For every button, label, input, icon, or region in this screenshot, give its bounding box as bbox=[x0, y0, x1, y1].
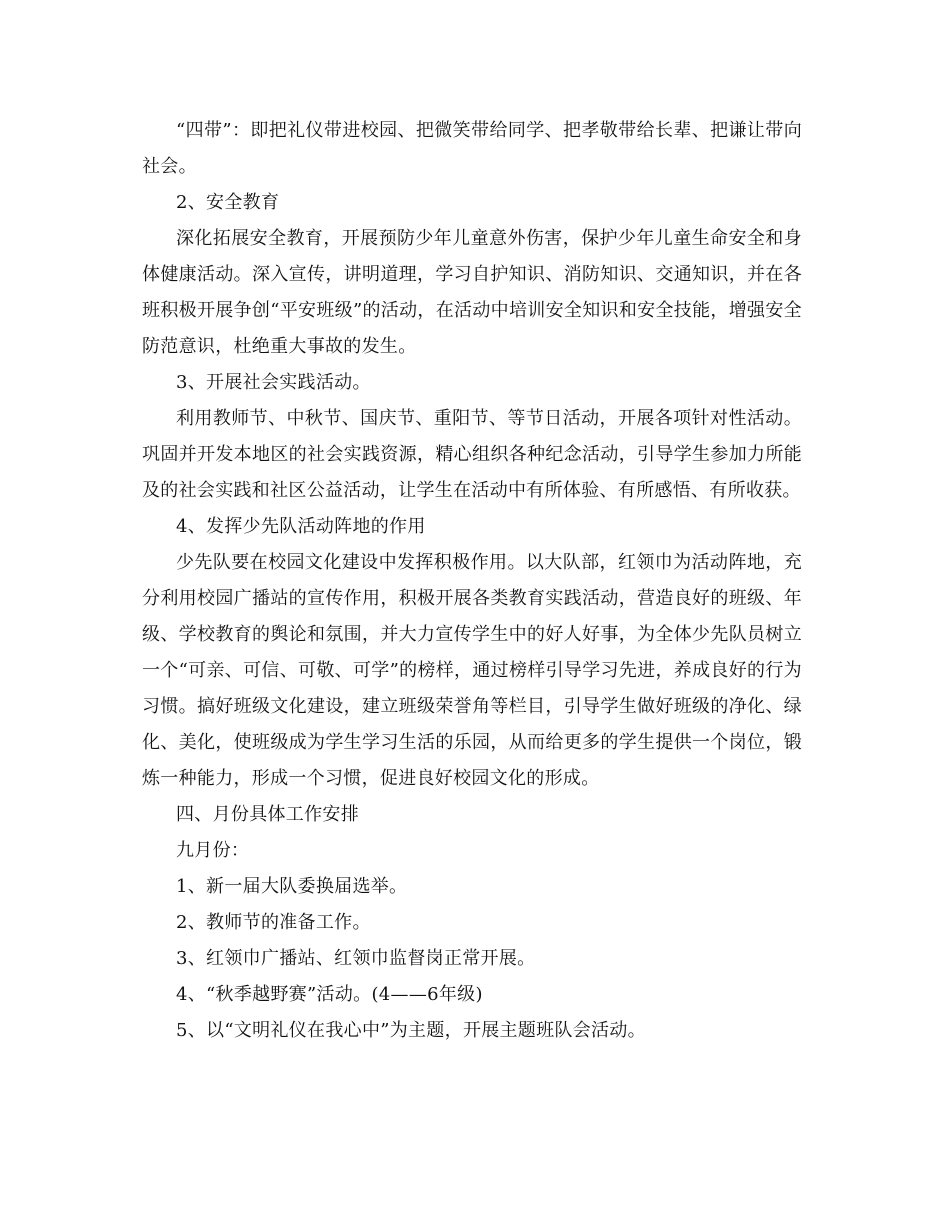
list-item: 3、红领巾广播站、红领巾监督岗正常开展。 bbox=[176, 948, 536, 969]
paragraph-four-belts: “四带”：即把礼仪带进校园、把微笑带给同学、把孝敬带给长辈、把谦让带向社会。 bbox=[142, 120, 802, 177]
list-item: 1、新一届大队委换届选举。 bbox=[176, 876, 408, 897]
heading-pioneer-base: 4、发挥少先队活动阵地的作用 bbox=[176, 516, 426, 537]
paragraph-safety-education: 深化拓展安全教育，开展预防少年儿童意外伤害，保护少年儿童生命安全和身体健康活动。深入宣传，讲明道理，学习自护知识、消防知识、交通知识，并在各班积极开展争创“平安班级”的活动，在活动中培训安全知识和安全技能，增强安全防范意识，杜绝重大事故的发生。 bbox=[142, 228, 802, 357]
list-item: 4、“秋季越野赛”活动。(4——6年级) bbox=[176, 984, 483, 1005]
paragraph-social-practice: 利用教师节、中秋节、国庆节、重阳节、等节日活动，开展各项针对性活动。巩固并开发本地区的社会实践资源，精心组织各种纪念活动，引导学生参加力所能及的社会实践和社区公益活动，让学生在活动中有所体验、有所感悟、有所收获。 bbox=[142, 408, 802, 501]
paragraph-pioneer-base: 少先队要在校园文化建设中发挥积极作用。以大队部，红领巾为活动阵地，充分利用校园广播站的宣传作用，积极开展各类教育实践活动，营造良好的班级、年级、学校教育的舆论和氛围，并大力宣传学生中的好人好事，为全体少先队员树立一个“可亲、可信、可敬、可学”的榜样，通过榜样引导学习先进，养成良好的行为习惯。搞好班级文化建设，建立班级荣誉角等栏目，引导学生做好班级的净化、绿化、美化，使班级成为学生学习生活的乐园，从而给更多的学生提供一个岗位，锻炼一种能力，形成一个习惯，促进良好校园文化的形成。 bbox=[142, 552, 802, 789]
list-item: 5、以“文明礼仪在我心中”为主题，开展主题班队会活动。 bbox=[176, 1020, 646, 1041]
heading-september: 九月份： bbox=[176, 840, 250, 861]
list-item: 2、教师节的准备工作。 bbox=[176, 912, 371, 933]
heading-social-practice: 3、开展社会实践活动。 bbox=[176, 372, 371, 393]
heading-monthly-plan: 四、月份具体工作安排 bbox=[176, 804, 359, 825]
document-page bbox=[142, 113, 802, 1049]
heading-safety-education: 2、安全教育 bbox=[176, 192, 280, 213]
